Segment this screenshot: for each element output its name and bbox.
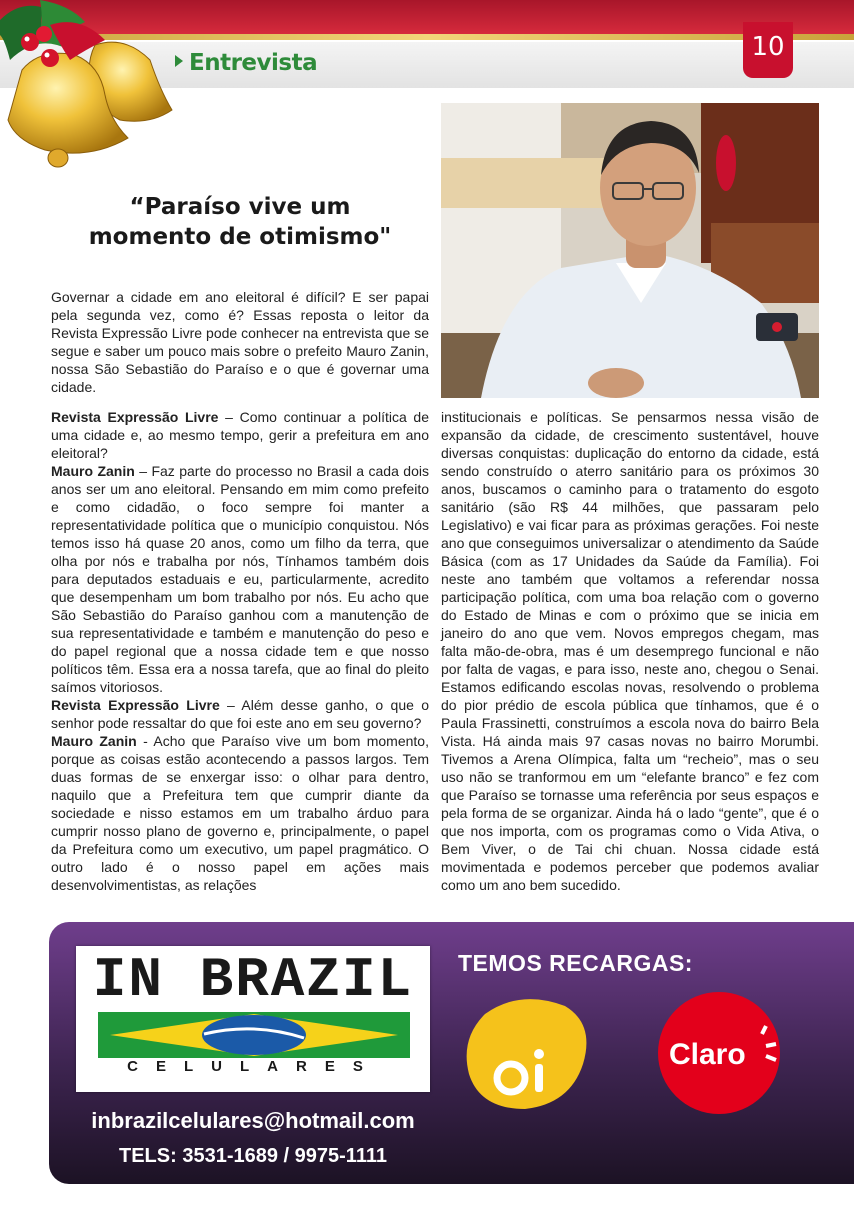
title-line-1: “Paraíso vive um <box>129 194 351 220</box>
recargas-heading: TEMOS RECARGAS: <box>458 950 693 976</box>
claro-logo-icon <box>656 990 782 1116</box>
section-label: Entrevista <box>189 50 318 76</box>
brand-subtitle: CELULARES <box>127 1058 381 1075</box>
claro-logo-text: Claro <box>669 1038 746 1071</box>
brand-logo-text: IN BRAZIL <box>92 948 414 1012</box>
answer-2-continued: institucionais e políticas. Se pensarmos nessa visão de expansão da cidade, de crescimento sustentável, houve diversas conquistas: duplicação do entorno da cidade, está sendo construído o aterro sanitário para os próximos 30 anos, buscamos o caminho para o tratamento do esgoto sanitário (são R$ 44 milhões, que passaram pelo Legislativo) e vai ficar para as próximas gerações. Foi neste ano que conseguimos universalizar o atendimento da Saúde Básica (com as 17 Unidades da Saúde da Família). Foi neste ano também que voltamos a referendar nossa participação política, com uma boa relação com o governo do Estado de Minas e com o próximo que se inicia em janeiro do ano que vem. Novos empregos chegam, mas falta mão-de-obra, mas é um desemprego funcional e não por falta de vagas, e para isso, neste ano, chegou o Senai. Estamos edificando escolas novas, resolvendo o problema do pior prédio de escola pública que tínhamos, que é o Paula Frassinetti, construímos a escola nova do bairro Bela Vista. Há ainda mais 97 casas novas no bairro Morumbi. Tivemos a Arena Olímpica, falta um “recheio”, mas o seu uso não se tranformou em um “elefante branco” e fez com que Paraíso se tornasse uma referência por seus espaços e pela forma de se organizar. Ainda há o lado “gente”, que é o que nos importa, com os programas como o Vida Ativa, o Bem Viver, o de Tai chi chuan. Nossa cidade está movimentada e podemos perceber que podemos avaliar como um ano bem sucedido. <box>441 409 819 893</box>
question-speaker: Revista Expressão Livre <box>51 409 219 425</box>
oi-logo-text: oi <box>525 1054 526 1055</box>
article-column-left <box>51 408 429 894</box>
question-text: – Além desse ganho, o que o senhor pode ressaltar do que foi este ano em seu governo? <box>51 697 429 731</box>
christmas-bells-icon <box>0 0 180 180</box>
article-lead: Governar a cidade em ano eleitoral é difícil? E ser papai pela segunda vez, como é? Essas reposta o leitor da Revista Expressão Livre pode conhecer na entrevista que se segue e saber um pouco mais sobre o prefeito Mauro Zanin, nossa São Sebastião do Paraíso e o que é governar uma cidade. <box>51 289 429 395</box>
answer-speaker: Mauro Zanin <box>51 733 137 749</box>
mayor-photo <box>441 103 819 398</box>
article-column-right <box>441 408 819 894</box>
article-title <box>60 192 420 252</box>
answer-1 <box>51 462 429 696</box>
answer-text: – Faz parte do processo no Brasil a cada dois anos ser um ano eleitoral. Pensando em mim como prefeito e como cidadão, o foco sempre foi manter a representatividade política que o município conquistou. Nós temos isso há quase 20 anos, como um filho da terra, que olha por nós e trabalha por nós, Tínhamos também dois para deputados estaduais e eu, particularmente, acredito que desempenham um bom trabalho por nós. Eu acho que São Sebastião do Paraíso ganhou com a manutenção de sua representatividade e também e manutenção do peso e do papel regional que a nossa cidade tem e que nosso políticos têm. Essa era a nossa tarefa, que ao final do pleito saímos vitoriosos. <box>51 463 429 695</box>
question-1 <box>51 408 429 462</box>
question-2 <box>51 696 429 732</box>
page-number: 10 <box>751 32 785 62</box>
question-text: – Como continuar a política de uma cidade e, ao mesmo tempo, gerir a prefeitura em ano eleitoral? <box>51 409 430 461</box>
brazil-flag-icon <box>98 1012 410 1058</box>
answer-text: - Acho que Paraíso vive um bom momento, porque as coisas estão acontecendo a passos largos. Tem duas formas de se enxergar isso: o olhar para dentro, naquilo que a Prefeitura tem que cumprir diante da sociedade e nisso estamos em um trabalho árduo para cumprir nosso plano de governo e, principalmente, o papel da Prefeitura como um executivo, um papel pragmático. O outro lado é o nosso papel em ações mais desenvolvimentistas, as relações <box>51 733 429 893</box>
contact-email: inbrazilcelulares@hotmail.com <box>91 1108 415 1133</box>
question-speaker: Revista Expressão Livre <box>51 697 220 713</box>
answer-2 <box>51 732 429 894</box>
oi-logo-icon <box>465 994 591 1112</box>
contact-phones: TELS: 3531-1689 / 9975-1111 <box>119 1145 387 1167</box>
answer-speaker: Mauro Zanin <box>51 463 135 479</box>
title-line-2: momento de otimismo" <box>88 224 392 250</box>
